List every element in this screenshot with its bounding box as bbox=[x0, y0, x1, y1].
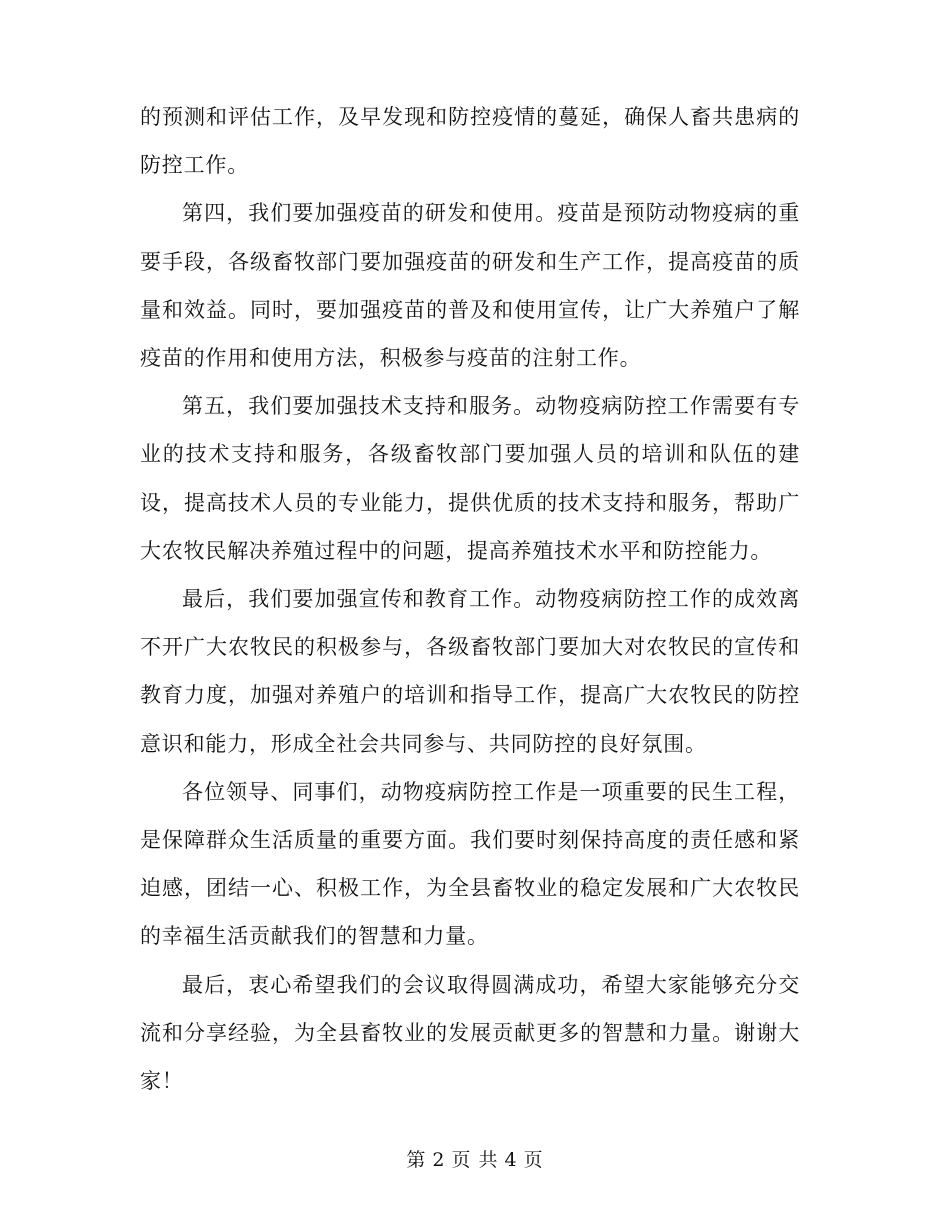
paragraph-vaccines: 第四，我们要加强疫苗的研发和使用。疫苗是预防动物疫病的重要手段，各级畜牧部门要加强疫苗的研发和生产工作，提高疫苗的质量和效益。同时，要加强疫苗的普及和使用宣传，让广大养殖户了解疫苗的作用和使用方法，积极参与疫苗的注射工作。 bbox=[140, 201, 800, 371]
paragraph-address-colleagues: 各位领导、同事们，动物疫病防控工作是一项重要的民生工程，是保障群众生活质量的重要方面。我们要时刻保持高度的责任感和紧迫感，团结一心、积极工作，为全县畜牧业的稳定发展和广大农牧民的幸福生活贡献我们的智慧和力量。 bbox=[140, 779, 800, 949]
footer-middle: 页 共 bbox=[451, 1149, 499, 1171]
footer-current-page: 2 bbox=[432, 1149, 446, 1171]
paragraph-closing: 最后，衷心希望我们的会议取得圆满成功，希望大家能够充分交流和分享经验，为全县畜牧业的发展贡献更多的智慧和力量。谢谢大家！ bbox=[140, 972, 800, 1094]
footer-total-pages: 4 bbox=[504, 1149, 518, 1171]
document-body bbox=[140, 93, 800, 1105]
footer-prefix: 第 bbox=[406, 1149, 427, 1171]
page-number-footer bbox=[0, 1146, 950, 1174]
paragraph-continuation: 的预测和评估工作，及早发现和防控疫情的蔓延，确保人畜共患病的防控工作。 bbox=[140, 105, 800, 178]
paragraph-technical-support: 第五，我们要加强技术支持和服务。动物疫病防控工作需要有专业的技术支持和服务，各级畜牧部门要加强人员的培训和队伍的建设，提高技术人员的专业能力，提供优质的技术支持和服务，帮助广大农牧民解决养殖过程中的问题，提高养殖技术水平和防控能力。 bbox=[140, 394, 800, 563]
footer-suffix: 页 bbox=[523, 1149, 544, 1171]
paragraph-publicity-education: 最后，我们要加强宣传和教育工作。动物疫病防控工作的成效离不开广大农牧民的积极参与，各级畜牧部门要加大对农牧民的宣传和教育力度，加强对养殖户的培训和指导工作，提高广大农牧民的防控意识和能力，形成全社会共同参与、共同防控的良好氛围。 bbox=[140, 587, 800, 756]
